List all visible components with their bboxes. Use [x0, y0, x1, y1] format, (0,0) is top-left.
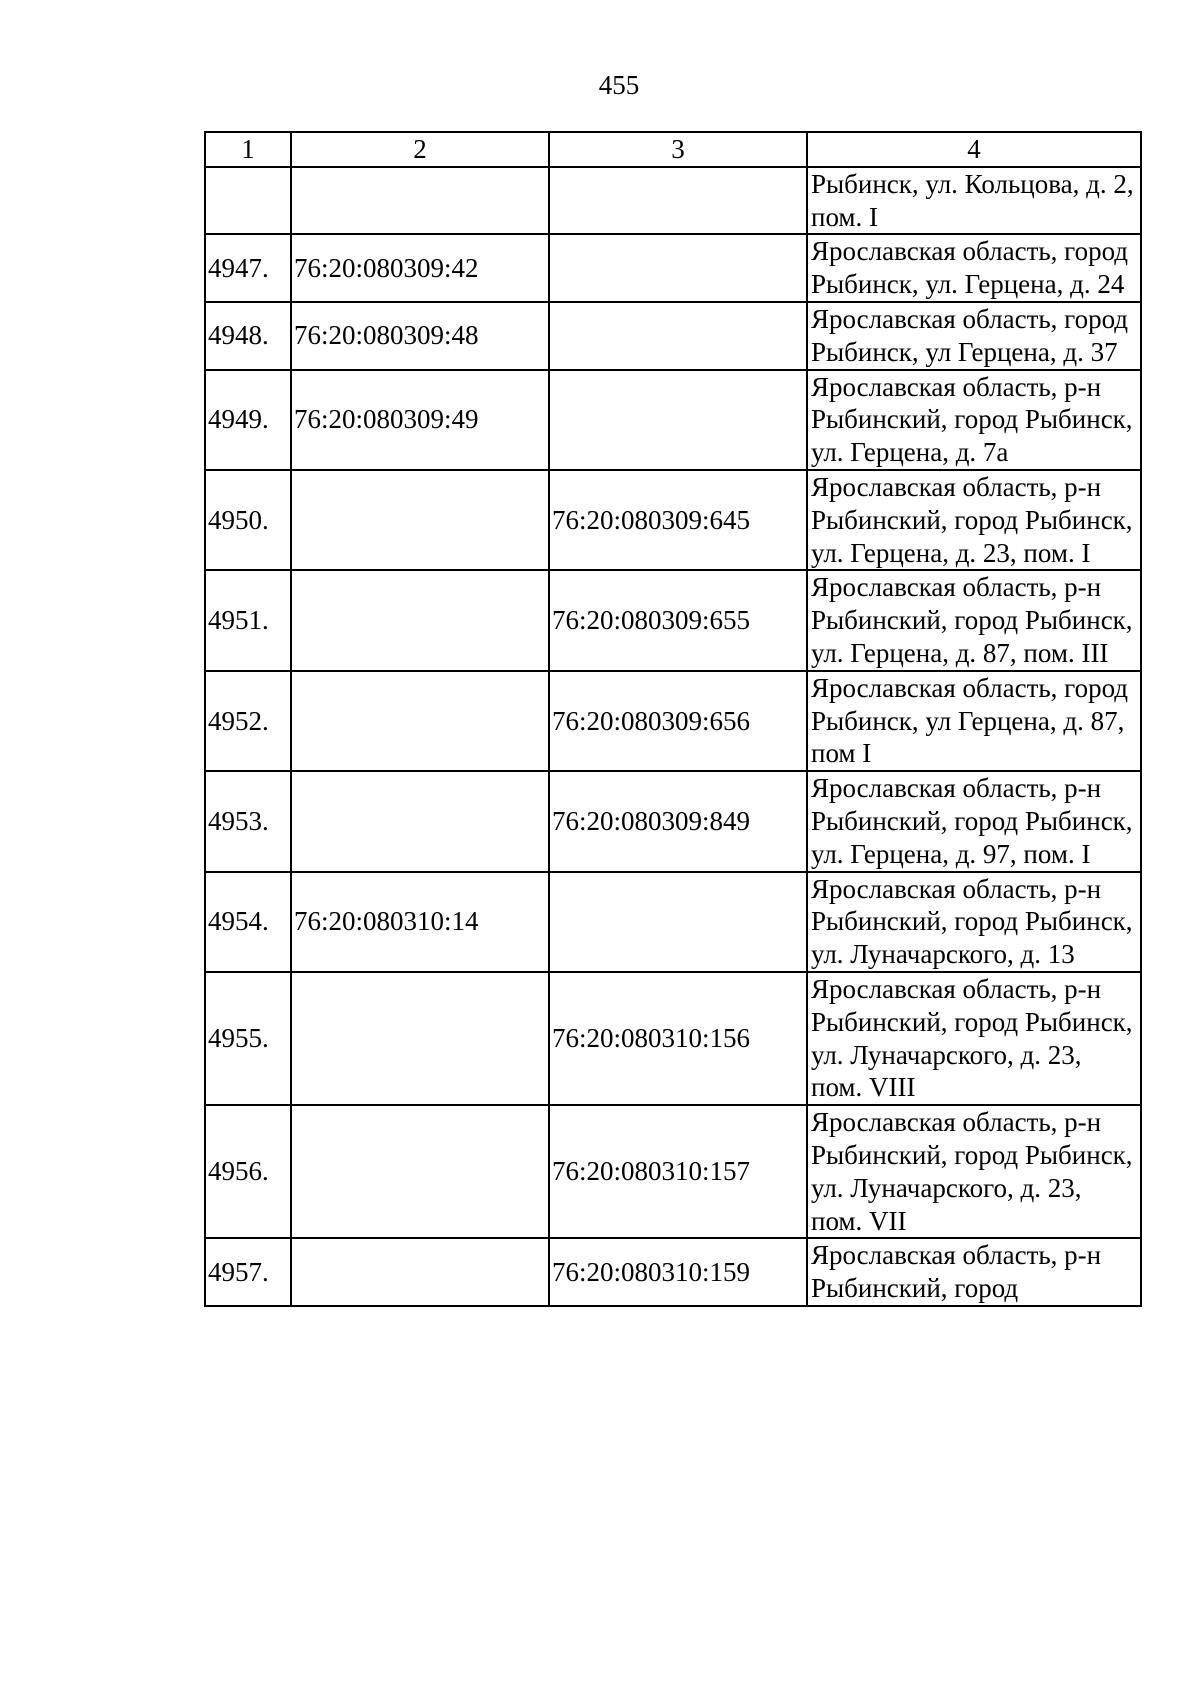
cadastral-number-cell: 76:20:080309:655	[549, 570, 807, 670]
cadastral-number-cell	[549, 167, 807, 235]
column-header-2: 2	[291, 132, 549, 167]
column-header-4: 4	[807, 132, 1141, 167]
table-row	[205, 570, 1141, 670]
address-cell: Ярославская область, р-н Рыбинский, город Рыбинск, ул. Герцена, д. 97, пом. I	[807, 771, 1141, 871]
address-cell: Ярославская область, город Рыбинск, ул. Герцена, д. 24	[807, 234, 1141, 302]
row-number-cell: 4956.	[205, 1105, 291, 1238]
address-cell: Ярославская область, р-н Рыбинский, город Рыбинск, ул. Герцена, д. 7а	[807, 370, 1141, 470]
cadastral-number-cell	[549, 872, 807, 972]
table-row	[205, 302, 1141, 370]
address-cell: Ярославская область, р-н Рыбинский, город Рыбинск, ул. Луначарского, д. 13	[807, 872, 1141, 972]
row-number-cell: 4954.	[205, 872, 291, 972]
cadastral-number-cell: 76:20:080310:156	[549, 972, 807, 1105]
cadastral-number-cell	[291, 972, 549, 1105]
cadastral-number-cell	[549, 370, 807, 470]
address-cell: Ярославская область, р-н Рыбинский, город Рыбинск, ул. Герцена, д. 87, пом. III	[807, 570, 1141, 670]
page-number: 455	[598, 70, 640, 100]
header-row	[205, 132, 1141, 167]
cadastral-number-cell: 76:20:080310:14	[291, 872, 549, 972]
registry-table	[204, 131, 1142, 1307]
cadastral-number-cell: 76:20:080309:849	[549, 771, 807, 871]
row-number-cell: 4951.	[205, 570, 291, 670]
cadastral-number-cell	[291, 671, 549, 771]
cadastral-number-cell	[291, 1105, 549, 1238]
table-row	[205, 470, 1141, 570]
row-number-cell: 4949.	[205, 370, 291, 470]
cadastral-number-cell	[291, 167, 549, 235]
address-cell: Ярославская область, город Рыбинск, ул Герцена, д. 37	[807, 302, 1141, 370]
cadastral-number-cell: 76:20:080309:42	[291, 234, 549, 302]
cadastral-number-cell: 76:20:080309:48	[291, 302, 549, 370]
cadastral-number-cell: 76:20:080310:157	[549, 1105, 807, 1238]
table-row	[205, 167, 1141, 235]
address-cell: Рыбинск, ул. Кольцова, д. 2, пом. I	[807, 167, 1141, 235]
address-cell: Ярославская область, р-н Рыбинский, город Рыбинск, ул. Герцена, д. 23, пом. I	[807, 470, 1141, 570]
table-row	[205, 872, 1141, 972]
cadastral-number-cell	[549, 302, 807, 370]
cadastral-number-cell: 76:20:080309:645	[549, 470, 807, 570]
cadastral-number-cell	[291, 470, 549, 570]
row-number-cell: 4955.	[205, 972, 291, 1105]
table-row	[205, 972, 1141, 1105]
table-row	[205, 1105, 1141, 1238]
table-row	[205, 234, 1141, 302]
cadastral-number-cell: 76:20:080310:159	[549, 1238, 807, 1306]
row-number-cell: 4947.	[205, 234, 291, 302]
cadastral-number-cell: 76:20:080309:656	[549, 671, 807, 771]
column-header-1: 1	[205, 132, 291, 167]
column-header-3: 3	[549, 132, 807, 167]
table-row	[205, 671, 1141, 771]
row-number-cell: 4952.	[205, 671, 291, 771]
cadastral-number-cell	[549, 234, 807, 302]
address-cell: Ярославская область, р-н Рыбинский, город	[807, 1238, 1141, 1306]
row-number-cell: 4957.	[205, 1238, 291, 1306]
address-cell: Ярославская область, р-н Рыбинский, город Рыбинск, ул. Луначарского, д. 23, пом. VII	[807, 1105, 1141, 1238]
table-row	[205, 771, 1141, 871]
row-number-cell: 4953.	[205, 771, 291, 871]
cadastral-number-cell	[291, 771, 549, 871]
address-cell: Ярославская область, город Рыбинск, ул Герцена, д. 87, пом I	[807, 671, 1141, 771]
table-row	[205, 1238, 1141, 1306]
address-cell: Ярославская область, р-н Рыбинский, город Рыбинск, ул. Луначарского, д. 23, пом. VIII	[807, 972, 1141, 1105]
table-row	[205, 370, 1141, 470]
cadastral-number-cell: 76:20:080309:49	[291, 370, 549, 470]
cadastral-number-cell	[291, 570, 549, 670]
row-number-cell	[205, 167, 291, 235]
row-number-cell: 4950.	[205, 470, 291, 570]
row-number-cell: 4948.	[205, 302, 291, 370]
cadastral-number-cell	[291, 1238, 549, 1306]
